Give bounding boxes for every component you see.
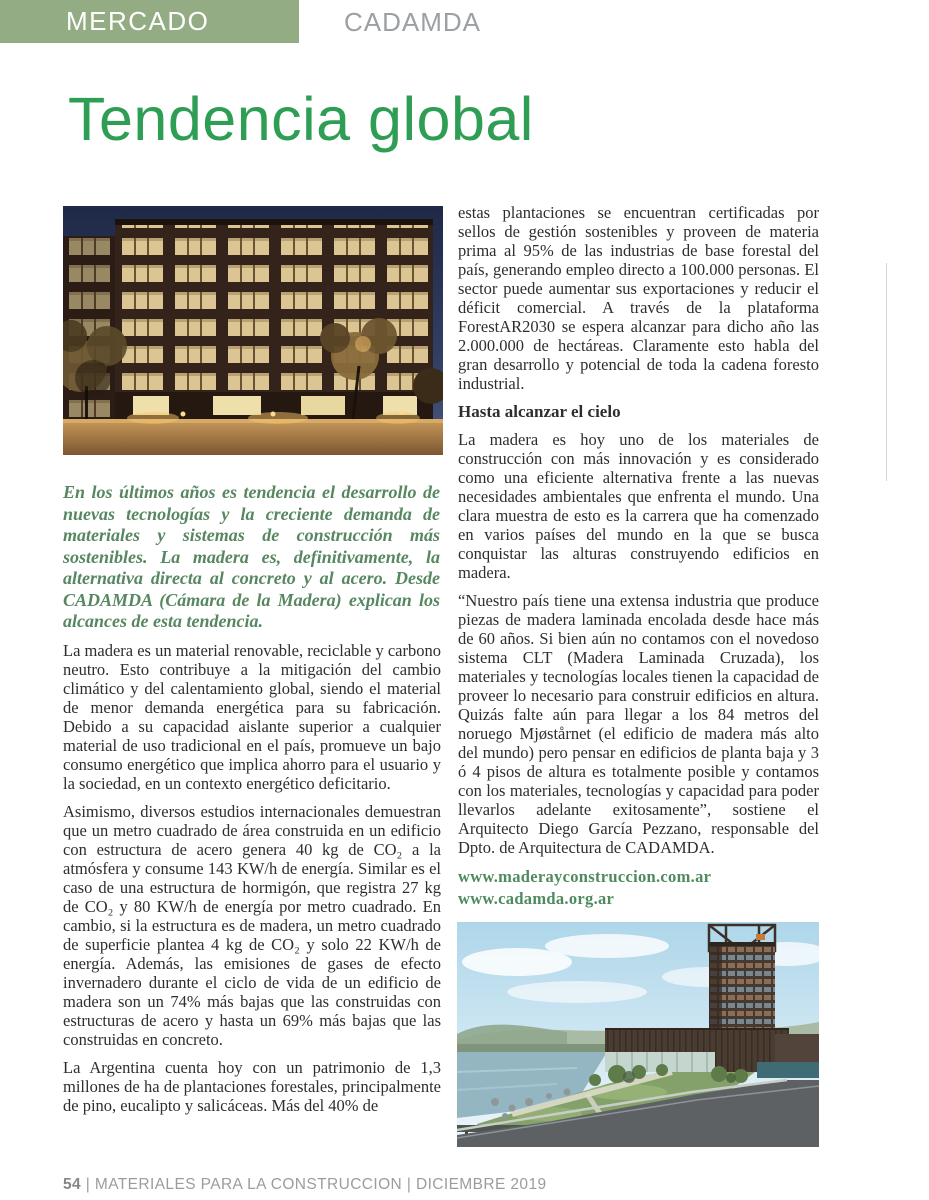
footer-text: | MATERIALES PARA LA CONSTRUCCION | DICIEMBRE 2019 — [81, 1176, 547, 1193]
margin-rule — [886, 263, 887, 481]
page-title: Tendencia global — [68, 85, 534, 153]
mjostarnet-tower-photo — [457, 922, 819, 1147]
section-label: MERCADO — [66, 6, 210, 36]
link-cadamda[interactable]: www.cadamda.org.ar — [458, 889, 615, 908]
page-footer — [63, 1176, 546, 1194]
night-building-photo — [63, 206, 443, 455]
body-paragraph: estas plantaciones se encuentran certificadas por sellos de gestión sostenibles y proveen de materia prima al 95% de las industrias de base forestal del país, generando empleo directo a 100.000 personas. El sector puede aumentar sus exportaciones y reducir el déficit comercial. A través de la plataforma ForestAR2030 se espera alcanzar para dicho año las 2.000.000 de hectáreas. Claramente esto habla del gran desarrollo y potencial de toda la cadena foresto industrial. — [458, 203, 819, 393]
page-number: 54 — [63, 1176, 82, 1193]
intro-paragraph: En los últimos años es tendencia el desarrollo de nuevas tecnologías y la creciente demanda de materiales y sistemas de construcción más sostenibles. La madera es, definitivamente, la alternativa directa al concreto y al acero. Desde CADAMDA (Cámara de la Madera) explican los alcances de esta tendencia. — [63, 482, 440, 631]
section-header-bar — [0, 0, 299, 43]
subheading: Hasta alcanzar el cielo — [458, 402, 621, 421]
link-maderayconstruccion[interactable]: www.maderayconstruccion.com.ar — [458, 867, 712, 886]
body-paragraph: La madera es hoy uno de los materiales de construcción con más innovación y es considerado como una eficiente alternativa frente a las nuevas necesidades ambientales que enfrenta el mundo. Una clara muestra de esto es la carrera que ha comenzado en varios países del mundo en la que se busca conquistar las alturas construyendo edificios en madera. — [458, 430, 819, 582]
body-paragraph: La madera es un material renovable, reciclable y carbono neutro. Esto contribuye a la mitigación del cambio climático y del calentamiento global, siendo el material de menor demanda energética para su fabricación. Debido a su capacidad aislante superior a cualquier material de uso tradicional en el país, promueve un bajo consumo energético que implica ahorro para el usuario y la sociedad, en un contexto energético deficitario. — [63, 641, 441, 793]
mjostarnet-illustration — [457, 922, 819, 1147]
night-building-illustration — [63, 206, 443, 455]
body-paragraph: “Nuestro país tiene una extensa industria que produce piezas de madera laminada encolada desde hace más de 60 años. Si bien aún no contamos con el novedoso sistema CLT (Madera Laminada Cruzada), los materiales y tecnologías locales tienen la capacidad de proveer lo necesario para construir edificios en altura. Quizás falte aún para llegar a los 84 metros del noruego Mjøstårnet (el edificio de madera más alto del mundo) pero pensar en edificios de planta baja y 3 ó 4 pisos de altura es totalmente posible y contamos con los materiales, tecnologías y capacidad para poder llevarlos adelante exitosamente”, sostiene el Arquitecto Diego García Pezzano, responsable del Dpto. de Arquitectura de CADAMDA. — [458, 591, 819, 857]
website-links — [458, 866, 819, 910]
left-column — [63, 641, 441, 1124]
body-paragraph: La Argentina cuenta hoy con un patrimonio de 1,3 millones de ha de plantaciones forestales, principalmente de pino, eucalipto y salicáceas. Más del 40% de — [63, 1058, 441, 1115]
right-column — [458, 203, 819, 910]
brand-name: CADAMDA — [344, 7, 482, 37]
body-paragraph: Asimismo, diversos estudios internacionales demuestran que un metro cuadrado de área construida en un edificio con estructura de acero genera 40 kg de CO₂ a la atmósfera y consume 143 KW/h de energía. Similar es el caso de una estructura de hormigón, que registra 27 kg de CO₂ y 80 KW/h de energía por metro cuadrado. En cambio, si la estructura es de madera, un metro cuadrado de superficie plantea 4 kg de CO₂ y solo 22 KW/h de energía. Además, las emisiones de gases de efecto invernadero durante el ciclo de vida de un edificio de madera son un 74% más bajas que las construidas con estructuras de acero y hasta un 69% más bajas que las construidas en concreto. — [63, 802, 441, 1049]
